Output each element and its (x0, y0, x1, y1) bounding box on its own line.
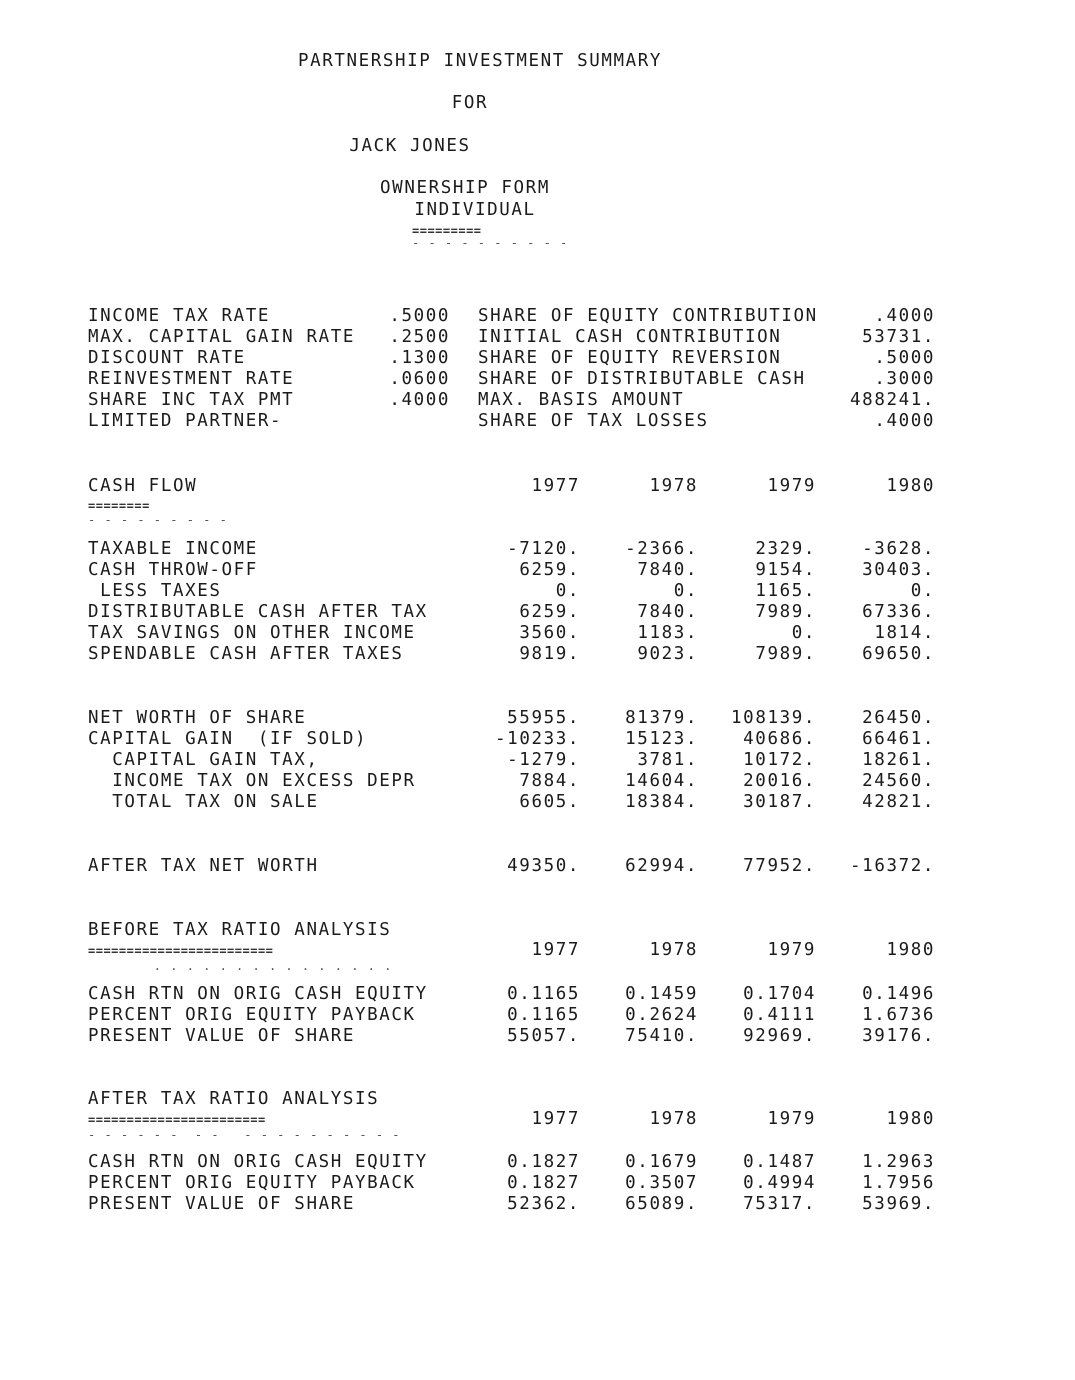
before-tax-title: BEFORE TAX RATIO ANALYSIS (88, 920, 392, 940)
row-value: 0.4111 (743, 1005, 816, 1025)
row-value: 6259. (519, 602, 580, 622)
row-value: -10233. (495, 729, 580, 749)
row-value: 6605. (519, 792, 580, 812)
cash-flow-underline-dash: - - - - - - - - - (88, 513, 228, 527)
row-value: 7989. (755, 602, 816, 622)
row-value: 18261. (862, 750, 935, 770)
row-value: 0. (673, 581, 698, 601)
param-label: SHARE OF EQUITY CONTRIBUTION (478, 306, 818, 326)
param-value: 53731. (862, 327, 935, 347)
year-header-cell: 1979 (767, 476, 816, 496)
row-value: 7840. (637, 560, 698, 580)
param-label: SHARE INC TAX PMT (88, 390, 295, 410)
row-value: 0. (791, 623, 816, 643)
row-label: CASH RTN ON ORIG CASH EQUITY (88, 1152, 428, 1172)
row-label: CASH RTN ON ORIG CASH EQUITY (88, 984, 428, 1004)
row-value: 2329. (755, 539, 816, 559)
ownership-form-value: INDIVIDUAL (414, 200, 536, 220)
after-tax-underline-double: ======================= (88, 1113, 266, 1127)
row-value: 9023. (637, 644, 698, 664)
param-value: .4000 (874, 411, 935, 431)
row-value: -16372. (850, 856, 935, 876)
row-value: 39176. (862, 1026, 935, 1046)
ownership-underline-dash: - - - - - - - - - - (412, 236, 569, 250)
param-label: MAX. CAPITAL GAIN RATE (88, 327, 355, 347)
row-label: TAX SAVINGS ON OTHER INCOME (88, 623, 416, 643)
row-value: 40686. (743, 729, 816, 749)
row-value: 7884. (519, 771, 580, 791)
row-value: 0.1827 (507, 1152, 580, 1172)
row-label: CAPITAL GAIN (IF SOLD) (88, 729, 368, 749)
param-label: SHARE OF DISTRIBUTABLE CASH (478, 369, 806, 389)
row-value: 7840. (637, 602, 698, 622)
year-header-cell: 1980 (886, 476, 935, 496)
row-value: 66461. (862, 729, 935, 749)
row-value: 7989. (755, 644, 816, 664)
row-value: 75317. (743, 1194, 816, 1214)
row-value: 1.6736 (862, 1005, 935, 1025)
year-header-cell: 1978 (649, 940, 698, 960)
row-value: -3628. (862, 539, 935, 559)
before-tax-underline-double: ======================== (88, 944, 274, 958)
row-value: 1.7956 (862, 1173, 935, 1193)
row-value: 53969. (862, 1194, 935, 1214)
param-value: .4000 (874, 306, 935, 326)
row-value: 69650. (862, 644, 935, 664)
row-value: -7120. (507, 539, 580, 559)
param-label: SHARE OF EQUITY REVERSION (478, 348, 782, 368)
row-label: AFTER TAX NET WORTH (88, 856, 319, 876)
row-value: 0.1827 (507, 1173, 580, 1193)
param-value: .1300 (389, 348, 450, 368)
row-value: 0.4994 (743, 1173, 816, 1193)
param-value: .5000 (389, 306, 450, 326)
row-value: 0.1679 (625, 1152, 698, 1172)
row-value: 1183. (637, 623, 698, 643)
row-value: 92969. (743, 1026, 816, 1046)
row-label: PRESENT VALUE OF SHARE (88, 1194, 355, 1214)
row-value: 81379. (625, 708, 698, 728)
row-value: 0.2624 (625, 1005, 698, 1025)
row-value: 3781. (637, 750, 698, 770)
row-value: 108139. (731, 708, 816, 728)
row-label: INCOME TAX ON EXCESS DEPR (88, 771, 416, 791)
param-label: INCOME TAX RATE (88, 306, 271, 326)
year-header-cell: 1977 (531, 476, 580, 496)
row-label: SPENDABLE CASH AFTER TAXES (88, 644, 404, 664)
param-label: INITIAL CASH CONTRIBUTION (478, 327, 782, 347)
row-value: 3560. (519, 623, 580, 643)
year-header-cell: 1978 (649, 1109, 698, 1129)
row-value: 10172. (743, 750, 816, 770)
row-value: 24560. (862, 771, 935, 791)
param-label: SHARE OF TAX LOSSES (478, 411, 709, 431)
row-value: 6259. (519, 560, 580, 580)
after-tax-title: AFTER TAX RATIO ANALYSIS (88, 1089, 380, 1109)
param-value: .3000 (874, 369, 935, 389)
year-header-cell: 1979 (767, 940, 816, 960)
row-value: 0. (910, 581, 935, 601)
row-value: 15123. (625, 729, 698, 749)
row-value: 0.1459 (625, 984, 698, 1004)
before-tax-underline-dash: . . . . . . . . . . . . . . . (88, 959, 393, 973)
row-value: 77952. (743, 856, 816, 876)
param-value: .4000 (389, 390, 450, 410)
row-value: 0.1496 (862, 984, 935, 1004)
ownership-underline-double: ========= (412, 224, 482, 238)
param-label: LIMITED PARTNER- (88, 411, 283, 431)
year-header-cell: 1980 (886, 940, 935, 960)
year-header-cell: 1980 (886, 1109, 935, 1129)
row-value: 1814. (874, 623, 935, 643)
report-title: PARTNERSHIP INVESTMENT SUMMARY (297, 51, 663, 71)
row-value: 42821. (862, 792, 935, 812)
row-label: PERCENT ORIG EQUITY PAYBACK (88, 1173, 416, 1193)
param-value: .0600 (389, 369, 450, 389)
row-label: TOTAL TAX ON SALE (88, 792, 319, 812)
row-value: 18384. (625, 792, 698, 812)
row-value: 0.1165 (507, 1005, 580, 1025)
row-label: NET WORTH OF SHARE (88, 708, 307, 728)
year-header-cell: 1977 (531, 1109, 580, 1129)
row-label: TAXABLE INCOME (88, 539, 258, 559)
client-name: JACK JONES (349, 136, 471, 156)
row-value: 20016. (743, 771, 816, 791)
row-value: 1.2963 (862, 1152, 935, 1172)
row-value: 0. (555, 581, 580, 601)
year-header-cell: 1979 (767, 1109, 816, 1129)
row-value: 30403. (862, 560, 935, 580)
row-value: -2366. (625, 539, 698, 559)
row-label: CAPITAL GAIN TAX, (88, 750, 319, 770)
row-value: 67336. (862, 602, 935, 622)
row-value: 26450. (862, 708, 935, 728)
row-value: 0.1165 (507, 984, 580, 1004)
row-label: PRESENT VALUE OF SHARE (88, 1026, 355, 1046)
row-value: 30187. (743, 792, 816, 812)
row-value: 0.1704 (743, 984, 816, 1004)
param-value: .2500 (389, 327, 450, 347)
after-tax-underline-dash: - - - - - - - - - - - - - - - - - - (88, 1128, 401, 1142)
ownership-form-label: OWNERSHIP FORM (380, 178, 550, 198)
cash-flow-underline-double: ======== (88, 499, 150, 513)
row-value: 55057. (507, 1026, 580, 1046)
row-label: DISTRIBUTABLE CASH AFTER TAX (88, 602, 428, 622)
param-label: MAX. BASIS AMOUNT (478, 390, 685, 410)
param-label: REINVESTMENT RATE (88, 369, 295, 389)
row-value: 14604. (625, 771, 698, 791)
year-header-cell: 1978 (649, 476, 698, 496)
row-value: 52362. (507, 1194, 580, 1214)
row-value: 1165. (755, 581, 816, 601)
param-value: 488241. (850, 390, 935, 410)
param-value: .5000 (874, 348, 935, 368)
row-value: 75410. (625, 1026, 698, 1046)
row-value: 9154. (755, 560, 816, 580)
row-value: 0.3507 (625, 1173, 698, 1193)
row-value: 62994. (625, 856, 698, 876)
year-header-cell: 1977 (531, 940, 580, 960)
report-for: FOR (451, 93, 489, 113)
row-label: LESS TAXES (88, 581, 222, 601)
row-label: PERCENT ORIG EQUITY PAYBACK (88, 1005, 416, 1025)
row-value: 55955. (507, 708, 580, 728)
param-label: DISCOUNT RATE (88, 348, 246, 368)
row-value: 9819. (519, 644, 580, 664)
row-value: -1279. (507, 750, 580, 770)
cash-flow-title: CASH FLOW (88, 476, 198, 496)
row-label: CASH THROW-OFF (88, 560, 258, 580)
row-value: 49350. (507, 856, 580, 876)
row-value: 65089. (625, 1194, 698, 1214)
row-value: 0.1487 (743, 1152, 816, 1172)
